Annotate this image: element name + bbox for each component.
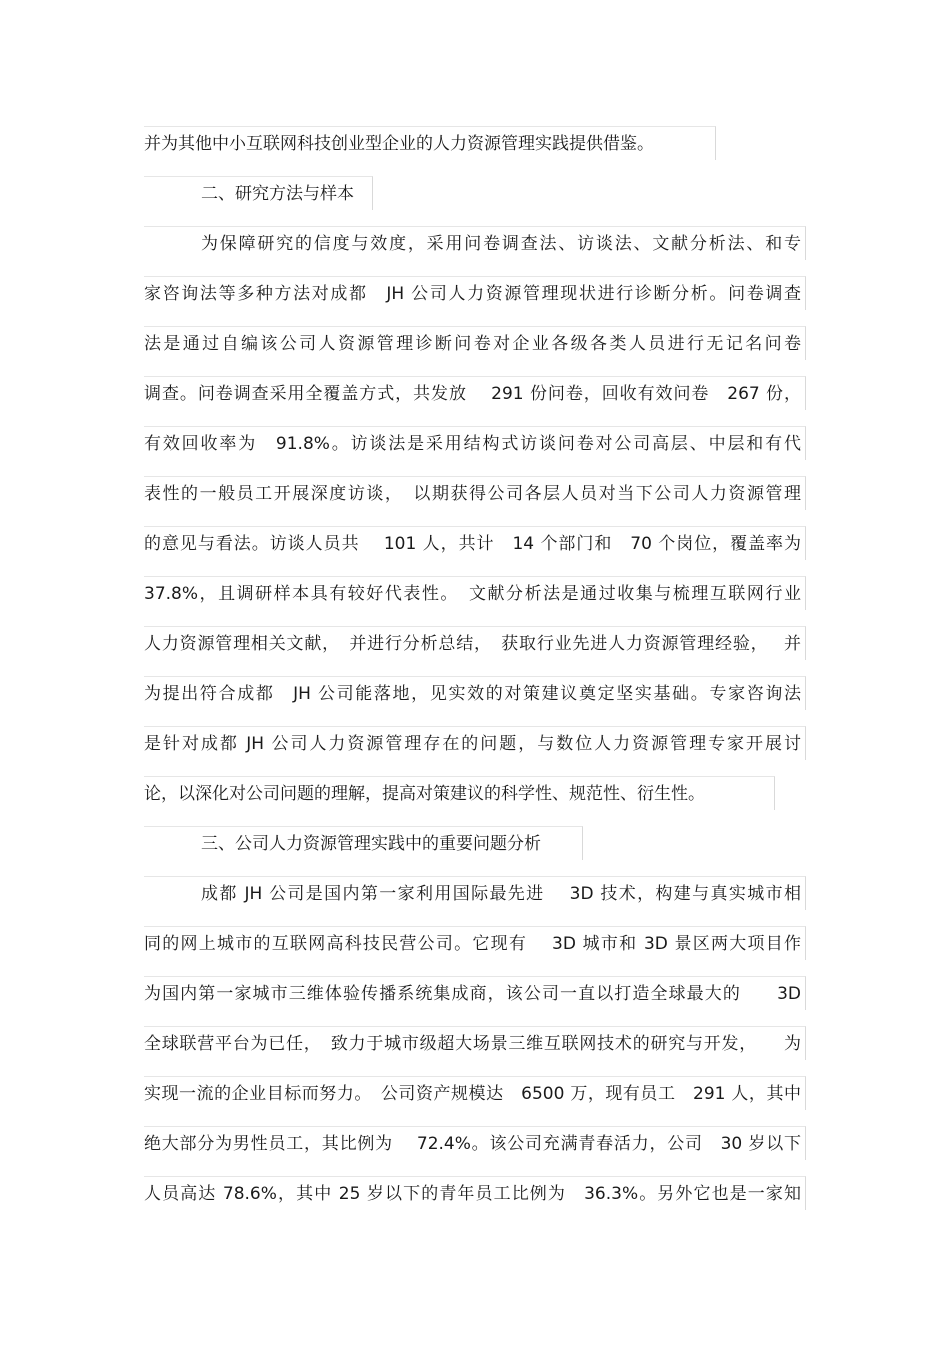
text-line bbox=[144, 526, 806, 560]
text-line bbox=[144, 276, 806, 310]
line-text: 为保障研究的信度与效度，采用问卷调查法、访谈法、文献分析法、和专 bbox=[201, 234, 801, 254]
text-line bbox=[144, 1026, 806, 1060]
line-text: 人力资源管理相关文献， 并进行分析总结， 获取行业先进人力资源管理经验， 并 bbox=[144, 634, 801, 654]
line-text: 是针对成都 JH 公司人力资源管理存在的问题，与数位人力资源管理专家开展讨 bbox=[144, 734, 801, 754]
text-line bbox=[144, 626, 806, 660]
line-text: 同的网上城市的互联网高科技民营公司。它现有 3D 城市和 3D 景区两大项目作 bbox=[144, 934, 801, 954]
text-line bbox=[144, 726, 806, 760]
line-text: 实现一流的企业目标而努力。 公司资产规模达 6500 万，现有员工 291 人，其中 bbox=[144, 1084, 801, 1104]
heading-text: 二、研究方法与样本 bbox=[201, 184, 354, 204]
line-text: 有效回收率为 91.8%。访谈法是采用结构式访谈问卷对公司高层、中层和有代 bbox=[144, 434, 801, 454]
line-text: 为提出符合成都 JH 公司能落地，见实效的对策建议奠定坚实基础。专家咨询法 bbox=[144, 684, 801, 704]
line-text: 调查。问卷调查采用全覆盖方式，共发放 291 份问卷，回收有效问卷 267 份， bbox=[144, 384, 801, 404]
text-line bbox=[144, 676, 806, 710]
text-line bbox=[144, 876, 806, 910]
heading-text: 三、公司人力资源管理实践中的重要问题分析 bbox=[201, 834, 541, 854]
line-text: 家咨询法等多种方法对成都 JH 公司人力资源管理现状进行诊断分析。问卷调查 bbox=[144, 284, 801, 304]
text-line bbox=[144, 476, 806, 510]
line-text: 绝大部分为男性员工，其比例为 72.4%。该公司充满青春活力，公司 30 岁以下 bbox=[144, 1134, 801, 1154]
text-line bbox=[144, 1126, 806, 1160]
line-text: 的意见与看法。访谈人员共 101 人，共计 14 个部门和 70 个岗位，覆盖率为 bbox=[144, 534, 801, 554]
line-text: 并为其他中小互联网科技创业型企业的人力资源管理实践提供借鉴。 bbox=[144, 134, 654, 154]
text-line bbox=[144, 576, 806, 610]
text-line bbox=[144, 126, 716, 160]
text-line bbox=[144, 426, 806, 460]
text-line bbox=[144, 926, 806, 960]
text-line bbox=[144, 976, 806, 1010]
line-text: 为国内第一家城市三维体验传播系统集成商，该公司一直以打造全球最大的 3D bbox=[144, 984, 801, 1004]
text-line bbox=[144, 326, 806, 360]
text-line bbox=[144, 376, 806, 410]
line-text: 成都 JH 公司是国内第一家利用国际最先进 3D 技术，构建与真实城市相 bbox=[201, 884, 801, 904]
line-text: 表性的一般员工开展深度访谈， 以期获得公司各层人员对当下公司人力资源管理 bbox=[144, 484, 801, 504]
line-text: 论，以深化对公司问题的理解，提高对策建议的科学性、规范性、衍生性。 bbox=[144, 784, 705, 804]
line-text: 全球联营平台为已任， 致力于城市级超大场景三维互联网技术的研究与开发， 为 bbox=[144, 1034, 801, 1054]
line-text: 37.8%，且调研样本具有较好代表性。 文献分析法是通过收集与梳理互联网行业 bbox=[144, 584, 801, 604]
section-heading bbox=[144, 176, 373, 210]
line-text: 法是通过自编该公司人资源管理诊断问卷对企业各级各类人员进行无记名问卷 bbox=[144, 334, 801, 354]
text-line bbox=[144, 1076, 806, 1110]
text-line bbox=[144, 1176, 806, 1210]
section-heading bbox=[144, 826, 583, 860]
line-text: 人员高达 78.6%，其中 25 岁以下的青年员工比例为 36.3%。另外它也是一家知 bbox=[144, 1184, 801, 1204]
text-line bbox=[144, 776, 775, 810]
text-line bbox=[144, 226, 806, 260]
